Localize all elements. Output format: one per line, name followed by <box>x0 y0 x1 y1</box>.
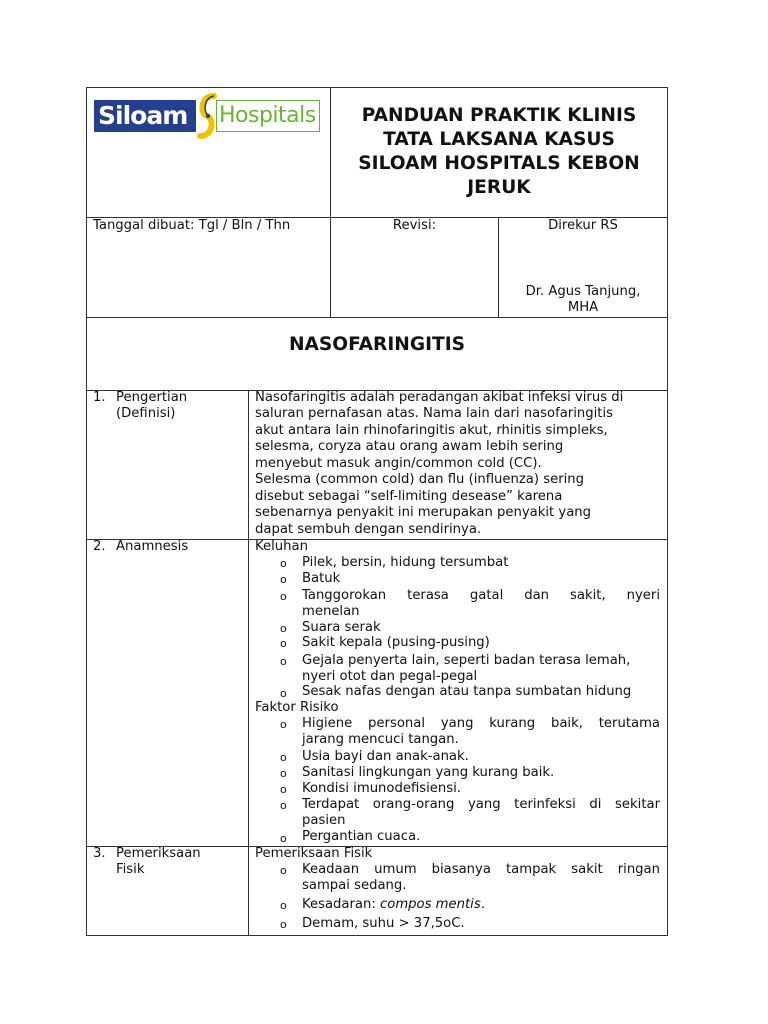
list-item: Tanggorokan terasa gatal dan sakit, nyeri <box>302 588 660 603</box>
body-line: Selesma (common cold) dan flu (influenza) sering <box>255 472 585 487</box>
section-label: Pengertian <box>116 390 188 405</box>
hospital-logo <box>92 88 322 144</box>
bullet-icon: o <box>280 687 287 700</box>
item-prefix: Kesadaran: <box>302 897 381 912</box>
logo-brand-right: Hospitals <box>219 103 316 128</box>
bullet-icon: o <box>280 590 287 603</box>
subheading: Pemeriksaan Fisik <box>255 846 373 861</box>
bullet-icon: o <box>280 918 287 931</box>
body-line: menyebut masuk angin/common cold (CC). <box>255 456 542 471</box>
item-suffix: . <box>480 897 485 912</box>
list-item: Suara serak <box>302 620 381 635</box>
title-line: SILOAM HOSPITALS KEBON <box>358 153 640 174</box>
list-item: Usia bayi dan anak-anak. <box>302 749 469 764</box>
body-line: disebut sebagai “self-limiting desease” karena <box>255 489 563 504</box>
bullet-icon: o <box>280 637 287 650</box>
bullet-icon: o <box>280 767 287 780</box>
bullet-icon: o <box>280 864 287 877</box>
bullet-icon: o <box>280 573 287 586</box>
body-line: dapat sembuh dengan sendirinya. <box>255 522 482 537</box>
body-line: saluran pernafasan atas. Nama lain dari nasofaringitis <box>255 406 613 421</box>
body-line: sebenarnya penyakit ini merupakan penyakit yang <box>255 505 592 520</box>
list-item: Pergantian cuaca. <box>302 829 421 844</box>
list-item: Higiene personal yang kurang baik, terutama <box>302 716 660 731</box>
list-item-continuation: jarang mencuci tangan. <box>302 732 459 747</box>
list-item-continuation: nyeri otot dan pegal-pegal <box>302 669 478 684</box>
list-item <box>302 897 485 913</box>
list-item: Terdapat orang-orang yang terinfeksi di sekitar <box>302 797 660 812</box>
bullet-icon: o <box>280 557 287 570</box>
section-number: 3. <box>93 846 106 861</box>
table-rule <box>86 317 668 318</box>
bullet-icon: o <box>280 799 287 812</box>
body-line: Nasofaringitis adalah peradangan akibat infeksi virus di <box>255 390 624 405</box>
subheading: Keluhan <box>255 539 308 554</box>
list-item: Sesak nafas dengan atau tanpa sumbatan hidung <box>302 684 632 699</box>
bullet-icon: o <box>280 899 287 912</box>
list-item: Sakit kepala (pusing-pusing) <box>302 635 490 650</box>
director-degree: MHA <box>567 300 599 315</box>
bullet-icon: o <box>280 718 287 731</box>
list-item-continuation: sampai sedang. <box>302 878 407 893</box>
bullet-icon: o <box>280 783 287 796</box>
body-line: selesma, coryza atau orang awam lebih sering <box>255 439 564 454</box>
section-label: Anamnesis <box>116 539 189 554</box>
table-border-right <box>667 87 668 936</box>
list-item-continuation: menelan <box>302 604 360 619</box>
list-item-continuation: pasien <box>302 813 346 828</box>
subheading: Faktor Risiko <box>255 700 339 715</box>
section-label: (Definisi) <box>116 406 176 421</box>
table-border-bottom <box>86 935 668 936</box>
logo-brand-left: Siloam <box>98 101 188 130</box>
section-number: 1. <box>93 390 106 405</box>
bullet-icon: o <box>280 832 287 845</box>
list-item: Pilek, bersin, hidung tersumbat <box>302 555 509 570</box>
title-line: JERUK <box>467 177 531 198</box>
list-item: Gejala penyerta lain, seperti badan terasa lemah, <box>302 653 631 668</box>
list-item: Sanitasi lingkungan yang kurang baik. <box>302 765 555 780</box>
list-item: Batuk <box>302 571 341 586</box>
table-rule <box>248 390 249 935</box>
title-line: PANDUAN PRAKTIK KLINIS <box>361 105 637 126</box>
body-line: akut antara lain rhinofaringitis akut, rhinitis simpleks, <box>255 423 608 438</box>
list-item: Keadaan umum biasanya tampak sakit ringan <box>302 862 660 877</box>
bullet-icon: o <box>280 751 287 764</box>
item-italic-term: compos mentis <box>380 897 481 912</box>
bullet-icon: o <box>280 622 287 635</box>
section-number: 2. <box>93 539 106 554</box>
section-label: Fisik <box>116 862 145 877</box>
table-border-left <box>86 87 87 936</box>
director-title: Direkur RS <box>548 218 618 233</box>
title-line: TATA LAKSANA KASUS <box>383 129 615 150</box>
date-created: Tanggal dibuat: Tgl / Bln / Thn <box>93 218 291 233</box>
revision-label: Revisi: <box>392 218 437 233</box>
section-label: Pemeriksaan <box>116 846 201 861</box>
list-item: Demam, suhu > 37,5oC. <box>302 916 465 931</box>
bullet-icon: o <box>280 655 287 668</box>
list-item: Kondisi imunodefisiensi. <box>302 781 461 796</box>
document-title: NASOFARINGITIS <box>288 334 466 355</box>
director-name: Dr. Agus Tanjung, <box>525 284 641 299</box>
